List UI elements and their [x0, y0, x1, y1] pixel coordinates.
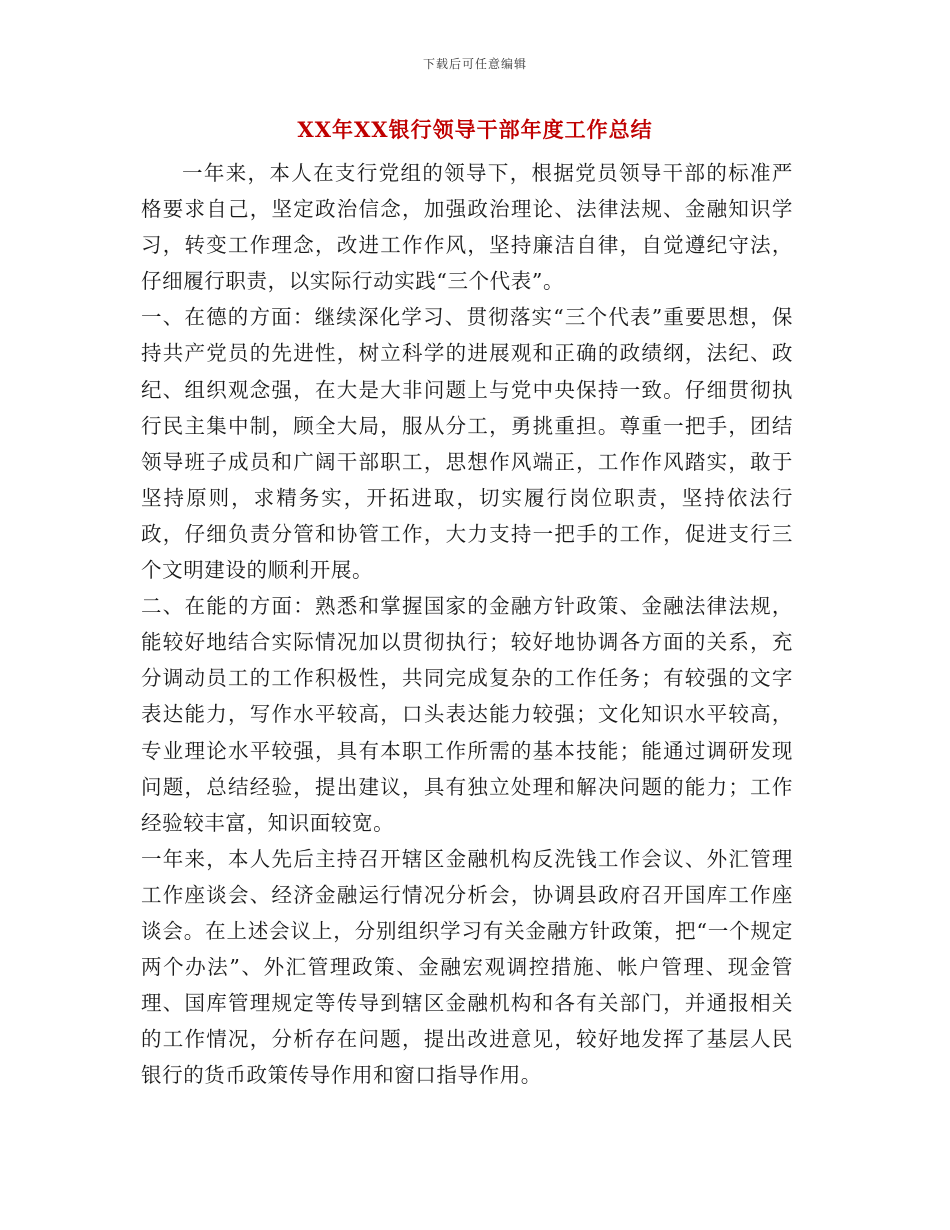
header-note: 下载后可任意编辑	[422, 57, 527, 71]
paragraph-intro: 一年来，本人在支行党组的领导下，根据党员领导干部的标准严格要求自己，坚定政治信念，加强政治理论、法律法规、金融知识学习，转变工作理念，改进工作作风，坚持廉洁自律，自觉遵纪守法，仔细履行职责，以实际行动实践“三个代表”。	[141, 161, 793, 294]
paragraph-morality: 一、在德的方面：继续深化学习、贯彻落实“三个代表”重要思想，保持共产党员的先进性，树立科学的进展观和正确的政绩纲，法纪、政纪、组织观念强，在大是大非问题上与党中央保持一致。仔细贯彻执行民主集中制，顾全大局，服从分工，勇挑重担。尊重一把手，团结领导班子成员和广阔干部职工，思想作风端正，工作作风踏实，敢于坚持原则，求精务实，开拓进取，切实履行岗位职责，坚持依法行政，仔细负责分管和协管工作，大力支持一把手的工作，促进支行三个文明建设的顺利开展。	[141, 305, 793, 583]
document-body	[141, 155, 793, 1093]
paragraph-meetings: 一年来，本人先后主持召开辖区金融机构反洗钱工作会议、外汇管理工作座谈会、经济金融运行情况分析会，协调县政府召开国库工作座谈会。在上述会议上，分别组织学习有关金融方针政策，把“一个规定两个办法”、外汇管理政策、金融宏观调控措施、帐户管理、现金管理、国库管理规定等传导到辖区金融机构和各有关部门，并通报相关的工作情况，分析存在问题，提出改进意见，较好地发挥了基层人民银行的货币政策传导作用和窗口指导作用。	[141, 846, 793, 1088]
paragraph-ability: 二、在能的方面：熟悉和掌握国家的金融方针政策、金融法律法规，能较好地结合实际情况加以贯彻执行；较好地协调各方面的关系，充分调动员工的工作积极性，共同完成复杂的工作任务；有较强的文字表达能力，写作水平较高，口头表达能力较强；文化知识水平较高，专业理论水平较强，具有本职工作所需的基本技能；能通过调研发现问题，总结经验，提出建议，具有独立处理和解决问题的能力；工作经验较丰富，知识面较宽。	[141, 594, 793, 835]
document-title: XX年XX银行领导干部年度工作总结	[297, 117, 653, 142]
